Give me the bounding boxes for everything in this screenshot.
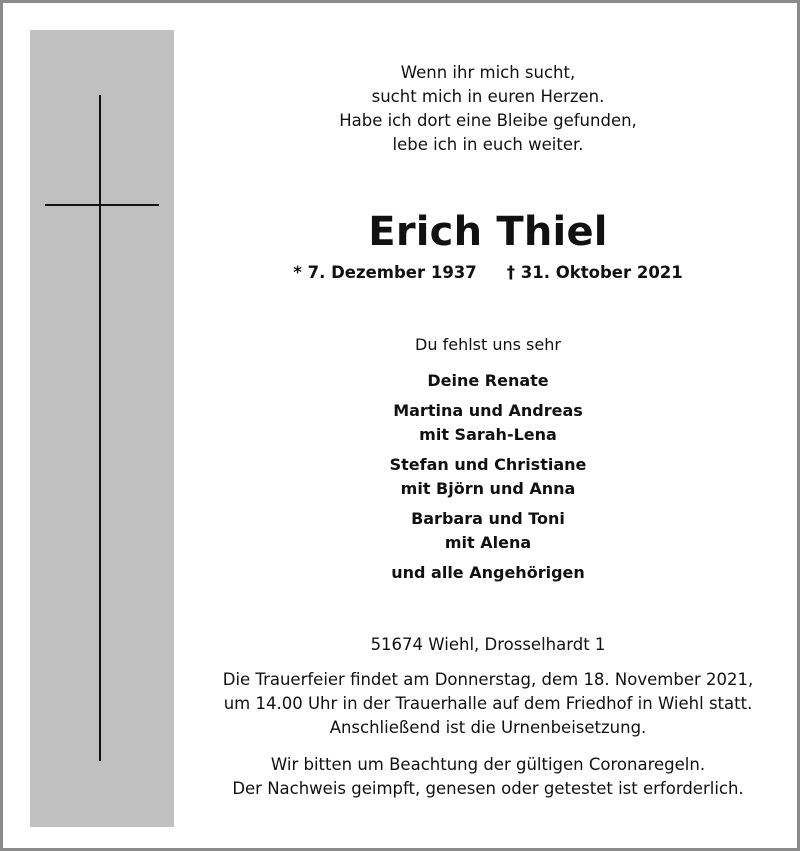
family-line: mit Björn und Anna — [400, 479, 576, 498]
address: 51674 Wiehl, Drosselhardt 1 — [370, 635, 606, 654]
family-line: und alle Angehörigen — [391, 563, 585, 582]
family-line: mit Sarah-Lena — [419, 425, 557, 444]
miss-line: Du fehlst uns sehr — [415, 335, 561, 354]
poem-line: Habe ich dort eine Bleibe gefunden, — [339, 111, 637, 130]
family-line: Barbara und Toni — [411, 509, 565, 528]
family-list — [198, 369, 778, 591]
life-dates — [198, 260, 778, 286]
cross-icon — [99, 95, 101, 761]
ceremony-line: um 14.00 Uhr in der Trauerhalle auf dem Friedhof in Wiehl statt. — [223, 694, 753, 713]
family-group — [198, 453, 778, 501]
ceremony-info — [198, 668, 778, 740]
family-group — [198, 561, 778, 585]
family-line: mit Alena — [444, 533, 532, 552]
death-date: † 31. Oktober 2021 — [506, 263, 683, 282]
ceremony-line: Anschließend ist die Urnenbeisetzung. — [329, 718, 647, 737]
poem-line: Wenn ihr mich sucht, — [400, 63, 576, 82]
poem — [198, 61, 778, 157]
birth-date: * 7. Dezember 1937 — [293, 263, 477, 282]
notice-line: Wir bitten um Beachtung der gültigen Coronaregeln. — [270, 755, 706, 774]
notice-line: Der Nachweis geimpft, genesen oder getestet ist erforderlich. — [232, 779, 744, 798]
cross-icon-bar — [45, 204, 159, 206]
side-panel — [30, 30, 174, 827]
poem-line: sucht mich in euren Herzen. — [371, 87, 605, 106]
corona-notice — [198, 753, 778, 801]
poem-line: lebe ich in euch weiter. — [392, 135, 584, 154]
family-line: Deine Renate — [427, 371, 549, 390]
deceased-name: Erich Thiel — [368, 209, 608, 255]
family-group — [198, 399, 778, 447]
family-group — [198, 369, 778, 393]
ceremony-line: Die Trauerfeier findet am Donnerstag, dem 18. November 2021, — [222, 670, 754, 689]
family-line: Stefan und Christiane — [389, 455, 587, 474]
family-line: Martina und Andreas — [393, 401, 583, 420]
family-group — [198, 507, 778, 555]
